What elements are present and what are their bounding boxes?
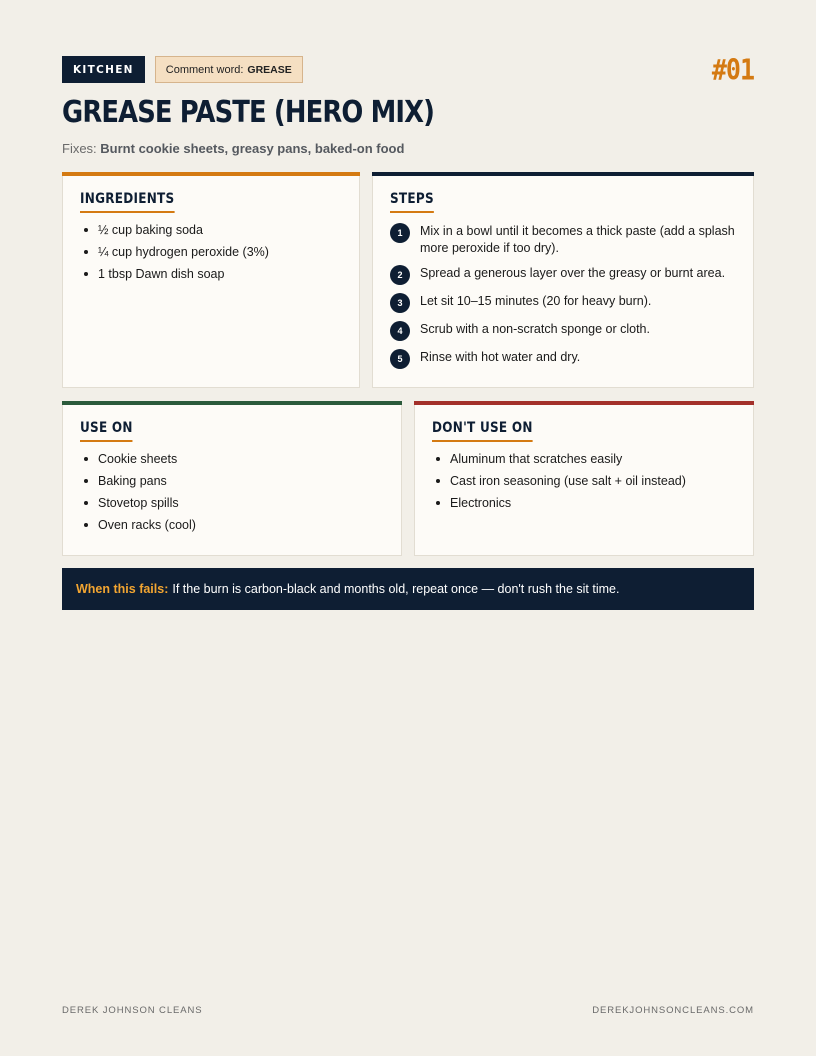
step-item: [390, 321, 737, 341]
fixes-line: [62, 141, 754, 156]
use-on-item: Stovetop spills: [80, 496, 385, 510]
dont-use-on-heading: DON'T USE ON: [432, 420, 533, 442]
recipe-number: #01: [711, 52, 754, 87]
step-number-badge: 1: [390, 223, 410, 243]
fixes-label: Fixes:: [62, 141, 97, 156]
step-item: [390, 265, 737, 285]
step-number-badge: 2: [390, 265, 410, 285]
step-text: Spread a generous layer over the greasy or burnt area.: [420, 266, 726, 280]
row-use-dont: [62, 401, 754, 556]
dont-use-on-list: [432, 452, 737, 510]
comment-word-badge: [155, 56, 303, 83]
use-on-item: Cookie sheets: [80, 452, 385, 466]
dont-use-on-item: Cast iron seasoning (use salt + oil instead): [432, 474, 737, 488]
ingredients-heading: INGREDIENTS: [80, 191, 174, 213]
comment-word-label: Comment word:: [165, 63, 244, 76]
ingredient-item: ½ cup baking soda: [80, 223, 343, 237]
use-on-card: [62, 401, 402, 556]
footer: [62, 1005, 754, 1016]
category-badge: KITCHEN: [62, 56, 145, 83]
steps-card: [372, 172, 754, 388]
use-on-item: Oven racks (cool): [80, 518, 385, 532]
use-on-list: [80, 452, 385, 532]
dont-use-on-item: Electronics: [432, 496, 737, 510]
dont-use-on-card: [414, 401, 754, 556]
step-number-badge: 4: [390, 321, 410, 341]
ingredient-item: ¼ cup hydrogen peroxide (3%): [80, 245, 343, 259]
fail-note-text: If the burn is carbon-black and months old, repeat once — don't rush the sit time.: [172, 582, 620, 596]
fail-note-label: When this fails:: [76, 582, 169, 596]
use-on-heading: USE ON: [80, 420, 133, 442]
fixes-value: Burnt cookie sheets, greasy pans, baked-on food: [100, 141, 405, 156]
step-item: [390, 293, 737, 313]
step-item: [390, 349, 737, 369]
fail-note: [62, 568, 754, 610]
use-on-item: Baking pans: [80, 474, 385, 488]
ingredients-list: [80, 223, 343, 281]
recipe-card: [62, 52, 754, 610]
step-text: Let sit 10–15 minutes (20 for heavy burn).: [420, 294, 652, 308]
steps-heading: STEPS: [390, 191, 434, 213]
dont-use-on-item: Aluminum that scratches easily: [432, 452, 737, 466]
step-number-badge: 5: [390, 349, 410, 369]
step-number-badge: 3: [390, 293, 410, 313]
footer-brand: DEREK JOHNSON CLEANS: [62, 1005, 203, 1016]
row-ingredients-steps: [62, 172, 754, 388]
ingredients-card: [62, 172, 360, 388]
ingredient-item: 1 tbsp Dawn dish soap: [80, 267, 343, 281]
step-text: Rinse with hot water and dry.: [420, 350, 581, 364]
footer-website: DEREKJOHNSONCLEANS.COM: [592, 1005, 754, 1016]
step-text: Scrub with a non-scratch sponge or cloth.: [420, 322, 650, 336]
comment-word-value: GREASE: [247, 63, 292, 76]
step-text: Mix in a bowl until it becomes a thick paste (add a splash more peroxide if too dry).: [420, 224, 735, 255]
page-title: GREASE PASTE (HERO MIX): [62, 95, 435, 130]
steps-list: [390, 223, 737, 369]
step-item: [390, 223, 737, 257]
header-bar: [62, 52, 754, 87]
